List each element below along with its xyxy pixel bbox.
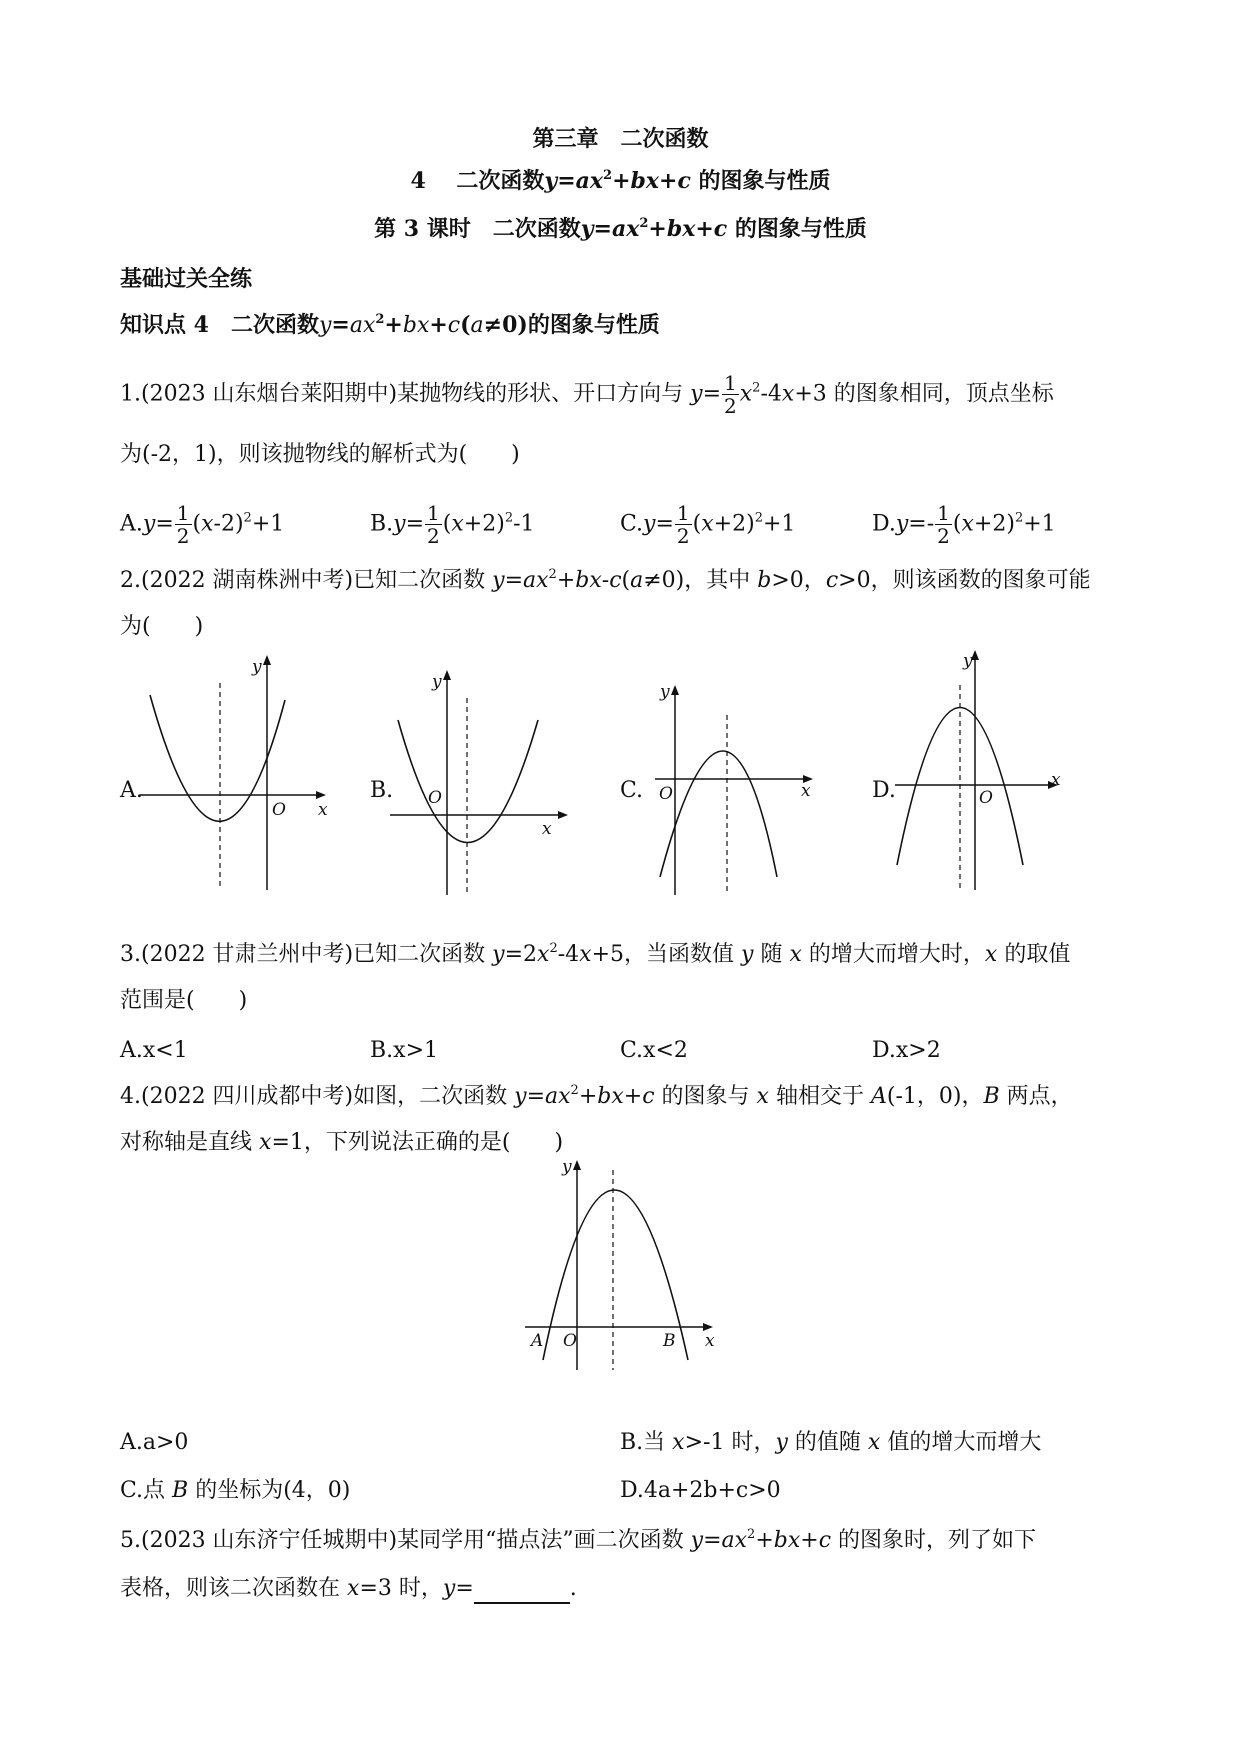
q2-option-b-label[interactable]: B. bbox=[370, 778, 394, 803]
q2-line1: 2.(2022 湖南株洲中考)已知二次函数 $y=ax^2+bx-c(a\ne 0)$，其中 b>0，c>0，则该函数的图象可能 bbox=[120, 567, 1091, 593]
q2b-origin-label: O bbox=[428, 788, 442, 808]
q2-option-c-label[interactable]: C. bbox=[620, 778, 644, 803]
q4-x-label: x bbox=[705, 1331, 715, 1351]
section-title: 4 二次函数$y=ax^2+bx+c$ 的图象与性质 bbox=[410, 168, 831, 194]
q3-line1: 3.(2022 甘肃兰州中考)已知二次函数 $y=2x^2-4x+5$，当函数值 y 随 x 的增大而增大时，x 的取值 bbox=[120, 941, 1071, 967]
q4-option-b[interactable]: B.当 x>-1 时，y 的值随 x 值的增大而增大 bbox=[620, 1430, 1042, 1455]
q5-answer-blank[interactable] bbox=[474, 1582, 570, 1604]
q1-line1: 1.(2023 山东烟台莱阳期中)某抛物线的形状、开口方向与 y= $\frac{1}{2}$ $x^2-4x+3$ 的图象相同，顶点坐标 bbox=[120, 371, 1054, 418]
q2-graph-d[interactable] bbox=[895, 650, 1095, 895]
q2d-y-label: y bbox=[963, 651, 973, 671]
q2a-x-label: x bbox=[318, 800, 328, 820]
q2c-origin-label: O bbox=[659, 784, 673, 804]
q4-line1: 4.(2022 四川成都中考)如图，二次函数 $y=ax^2+bx+c$ 的图象与 x 轴相交于 A(-1，0)，B 两点， bbox=[120, 1083, 1073, 1109]
q2a-origin-label: O bbox=[272, 800, 286, 820]
q4-option-a[interactable]: A.a>0 bbox=[120, 1430, 189, 1455]
q2-graph-a[interactable] bbox=[140, 655, 340, 895]
q3-option-b[interactable]: B.x>1 bbox=[370, 1038, 438, 1063]
q2d-origin-label: O bbox=[979, 788, 993, 808]
q1-line2: 为(-2，1)，则该抛物线的解析式为( ) bbox=[120, 442, 520, 467]
practice-title: 基础过关全练 bbox=[120, 266, 253, 292]
q5-line1: 5.(2023 山东济宁任城期中)某同学用“描点法”画二次函数 $y=ax^2+bx+c$ 的图象时，列了如下 bbox=[120, 1527, 1037, 1553]
q2a-y-label: y bbox=[252, 657, 262, 677]
knowledge-point-title: 知识点 4 二次函数$y=ax^2+bx+c(a\ne 0)$的图象与性质 bbox=[120, 312, 660, 338]
q1-option-a[interactable]: A.y= $\frac{1}{2}$ $(x-2)^2+1$ bbox=[120, 501, 285, 548]
q3-option-a[interactable]: A.x<1 bbox=[120, 1038, 188, 1063]
chapter-title: 第三章 二次函数 bbox=[532, 126, 709, 152]
q2-option-d-label[interactable]: D. bbox=[872, 778, 896, 803]
q2c-y-label: y bbox=[660, 682, 670, 702]
q1-option-b[interactable]: B.y= $\frac{1}{2}$ $(x+2)^2-1$ bbox=[370, 501, 535, 548]
q2-graph-b[interactable] bbox=[390, 670, 590, 895]
q4-line2: 对称轴是直线 x=1，下列说法正确的是( ) bbox=[120, 1130, 564, 1155]
q4-option-d[interactable]: D.4a+2b+c>0 bbox=[620, 1478, 781, 1503]
q1-option-c[interactable]: C.y= $\frac{1}{2}$ $(x+2)^2+1$ bbox=[620, 501, 796, 548]
q4-y-label: y bbox=[562, 1157, 572, 1177]
q1-option-d[interactable]: D.y=- $\frac{1}{2}$ $(x+2)^2+1$ bbox=[872, 501, 1056, 548]
q4-point-a-label: A bbox=[531, 1331, 544, 1351]
lesson-title: 第 3 课时 二次函数$y=ax^2+bx+c$ 的图象与性质 bbox=[374, 216, 867, 242]
q3-option-c[interactable]: C.x<2 bbox=[620, 1038, 688, 1063]
q3-line2: 范围是( ) bbox=[120, 988, 248, 1013]
q2-line2: 为( ) bbox=[120, 614, 204, 639]
q2c-x-label: x bbox=[801, 781, 811, 801]
q2b-y-label: y bbox=[432, 672, 442, 692]
q2-option-a-label[interactable]: A. bbox=[120, 778, 143, 803]
q2-graph-c[interactable] bbox=[655, 682, 855, 895]
q4-graph bbox=[525, 1157, 725, 1380]
q2d-x-label: x bbox=[1051, 770, 1061, 790]
q2b-x-label: x bbox=[542, 819, 552, 839]
q3-option-d[interactable]: D.x>2 bbox=[872, 1038, 941, 1063]
q4-origin-label: O bbox=[563, 1331, 577, 1351]
q4-option-c[interactable]: C.点 B 的坐标为(4，0) bbox=[120, 1478, 351, 1503]
q4-point-b-label: B bbox=[663, 1331, 676, 1351]
q5-line2: 表格，则该二次函数在 x=3 时，y= . bbox=[120, 1574, 577, 1604]
